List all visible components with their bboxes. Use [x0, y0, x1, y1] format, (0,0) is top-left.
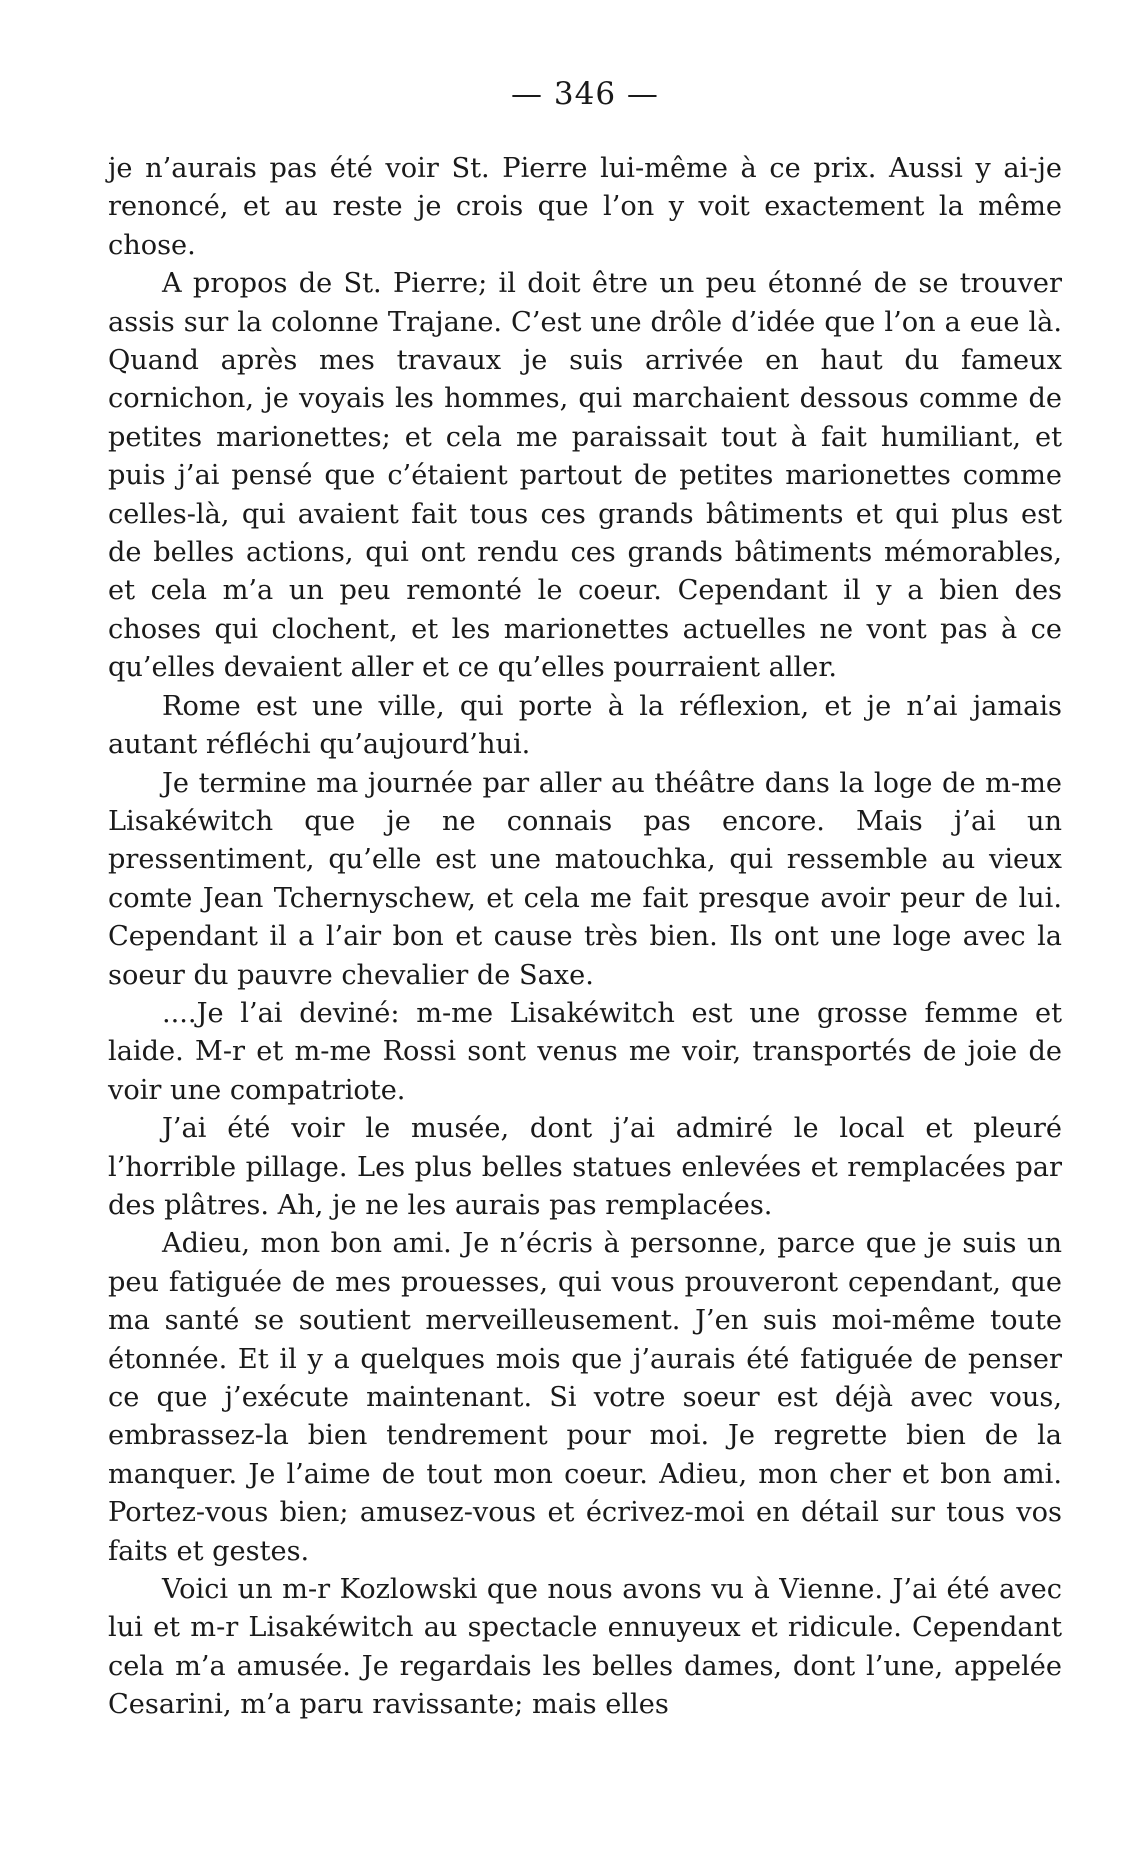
- paragraph-7: Adieu, mon bon ami. Je n’écris à personne, parce que je suis un peu fatiguée de mes prouesses, qui vous prouveront cependant, que ma santé se soutient merveilleusement. J’en suis moi-même toute étonnée. Et il y a quelques mois que j’aurais été fatiguée de penser ce que j’exécute maintenant. Si votre soeur est déjà avec vous, embrassez-la bien tendrement pour moi. Je regrette bien de la manquer. Je l’aime de tout mon coeur. Adieu, mon cher et bon ami. Portez-vous bien; amusez-vous et écrivez-moi en détail sur tous vos faits et gestes.: [108, 1228, 1062, 1567]
- paragraph-8: Voici un m-r Kozlowski que nous avons vu à Vienne. J’ai été avec lui et m-r Lisakéwitch au spectacle ennuyeux et ridicule. Cependant cela m’a amusée. Je regardais les belles dames, dont l’une, appelée Cesarini, m’a paru ravissante; mais elles: [108, 1574, 1062, 1721]
- paragraph-2: A propos de St. Pierre; il doit être un peu étonné de se trouver assis sur la colonne Trajane. C’est une drôle d’idée que l’on a eue là. Quand après mes travaux je suis arrivée en haut du fameux cornichon, je voyais les hommes, qui marchaient dessous comme de petites marionettes; et cela me paraissait tout à fait humiliant, et puis j’ai pensé que c’étaient partout de petites marionettes comme celles-là, qui avaient fait tous ces grands bâtiments et qui plus est de belles actions, qui ont rendu ces grands bâtiments mémorables, et cela m’a un peu remonté le coeur. Cependant il y a bien des choses qui clochent, et les marionettes actuelles ne vont pas à ce qu’elles devaient aller et ce qu’elles pourraient aller.: [108, 268, 1062, 684]
- paragraph-1: je n’aurais pas été voir St. Pierre lui-même à ce prix. Aussi y ai-je renoncé, et au reste je crois que l’on y voit exactement la même chose.: [108, 153, 1062, 261]
- book-page: [108, 0, 1062, 1858]
- paragraph-5: ....Je l’ai deviné: m-me Lisakéwitch est une grosse femme et laide. M-r et m-me Rossi sont venus me voir, transportés de joie de voir une compatriote.: [108, 997, 1062, 1106]
- paragraph-6: J’ai été voir le musée, dont j’ai admiré le local et pleuré l’horrible pillage. Les plus belles statues enlevées et remplacées par des plâtres. Ah, je ne les aurais pas remplacées.: [108, 1113, 1062, 1221]
- body-text: [108, 150, 1062, 1725]
- paragraph-3: Rome est une ville, qui porte à la réflexion, et je n’ai jamais autant réfléchi qu’aujourd’hui.: [108, 690, 1062, 761]
- page-number: — 346 —: [511, 76, 659, 112]
- paragraph-4: Je termine ma journée par aller au théâtre dans la loge de m-me Lisakéwitch que je ne connais pas encore. Mais j’ai un pressentiment, qu’elle est une matouchka, qui ressemble au vieux comte Jean Tchernyschew, et cela me fait presque avoir peur de lui. Cependant il a l’air bon et cause très bien. Ils ont une loge avec la soeur du pauvre chevalier de Saxe.: [108, 767, 1062, 991]
